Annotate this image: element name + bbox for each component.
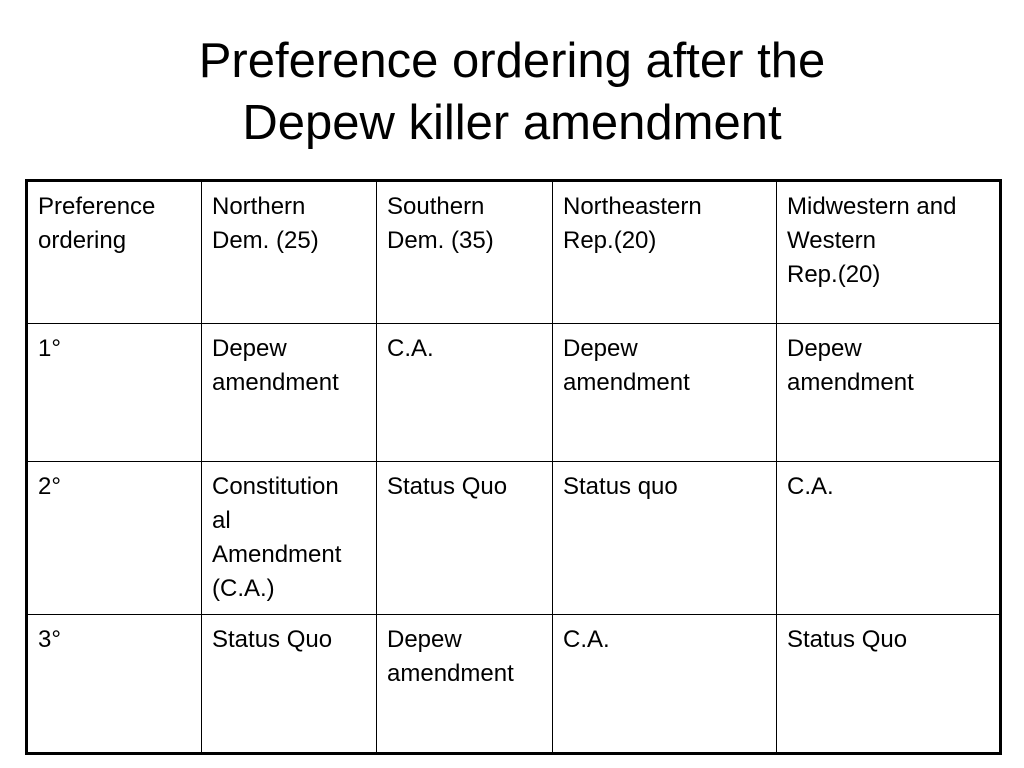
cell-text: C.A. [387,335,434,362]
cell-text: C.A. [563,626,610,653]
table-row [27,615,1001,754]
preference-table [25,179,1002,755]
table-cell [377,615,553,754]
cell-text: Status Quo [787,626,908,653]
table-row [27,462,1001,615]
header-cell-northeastern-rep [553,181,777,324]
table-cell [777,462,1001,615]
table-cell [27,462,202,615]
table-cell [553,462,777,615]
table-cell [553,324,777,462]
slide-title-line-2: Depew killer amendment [242,96,782,150]
table-cell [202,462,377,615]
header-cell-southern-dem [377,181,553,324]
header-cell-midwestern-western-rep [777,181,1001,324]
table-cell [777,324,1001,462]
cell-text: Constitution al Amendment (C.A.) [212,473,342,602]
slide-title-line-1: Preference ordering after the [198,34,826,88]
cell-text: Depew amendment [387,626,514,687]
cell-text: 1° [38,335,61,362]
table-cell [777,615,1001,754]
cell-text: Status quo [563,473,678,500]
cell-text: Status Quo [387,473,508,500]
slide-title [0,30,1024,154]
cell-text: Depew amendment [212,335,339,396]
header-cell-northern-dem [202,181,377,324]
table-header-row [27,181,1001,324]
table-cell [202,324,377,462]
header-cell-preference-ordering [27,181,202,324]
table-cell [553,615,777,754]
table-cell [202,615,377,754]
table-row [27,324,1001,462]
header-cell-text: Northeastern Rep.(20) [563,193,702,254]
header-cell-text: Southern Dem. (35) [387,193,494,254]
cell-text: Depew amendment [563,335,690,396]
table-cell [377,324,553,462]
header-cell-text: Preference ordering [38,193,156,254]
header-cell-text: Northern Dem. (25) [212,193,319,254]
table-cell [377,462,553,615]
cell-text: 2° [38,473,61,500]
header-cell-text: Midwestern and Western Rep.(20) [787,193,957,288]
cell-text: Status Quo [212,626,333,653]
cell-text: 3° [38,626,61,653]
table-cell [27,615,202,754]
cell-text: Depew amendment [787,335,914,396]
table-cell [27,324,202,462]
cell-text: C.A. [787,473,834,500]
